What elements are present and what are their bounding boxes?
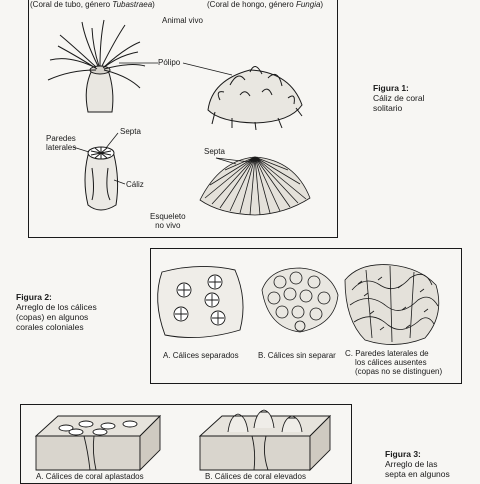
label-septa-left: Septa — [120, 127, 141, 136]
label-calyx: Cáliz — [126, 180, 144, 189]
figure3-label-b: B. Cálices de coral elevados — [205, 472, 306, 481]
label-skeleton: Esqueleto no vivo — [150, 212, 186, 230]
figure2-label-a: A. Cálices separados — [163, 351, 239, 360]
figure1-caption-title: Figura 1: — [373, 83, 409, 93]
figure1-header-left: (Coral de tubo, género Tubastraea) — [30, 0, 155, 9]
figure3-caption: Figura 3: Arreglo de las septa en algunos — [385, 449, 450, 479]
raised-calices-block-illustration — [200, 410, 330, 470]
figure2-caption: Figura 2: Arreglo de los cálices (copas) en algunos corales coloniales — [16, 292, 97, 332]
label-polyp: Pólipo — [158, 58, 181, 67]
figure1-caption: Figura 1: Cáliz de coral solitario — [373, 83, 425, 113]
figure1-header-right: (Coral de hongo, género Fungia) — [207, 0, 324, 9]
flattened-calices-block-illustration — [36, 416, 160, 470]
label-live-animal: Animal vivo — [162, 16, 203, 25]
label-septa-right: Septa — [204, 147, 225, 156]
figure3-caption-title: Figura 3: — [385, 449, 421, 459]
figure2-label-c: C. Paredes laterales de los cálices ausentes (copas no se distinguen) — [345, 349, 443, 376]
figure3-label-a: A. Cálices de coral aplastados — [36, 472, 144, 481]
label-side-walls: Paredes laterales — [46, 134, 77, 152]
figure2-caption-title: Figura 2: — [16, 292, 52, 302]
figure2-label-b: B. Cálices sin separar — [258, 351, 336, 360]
